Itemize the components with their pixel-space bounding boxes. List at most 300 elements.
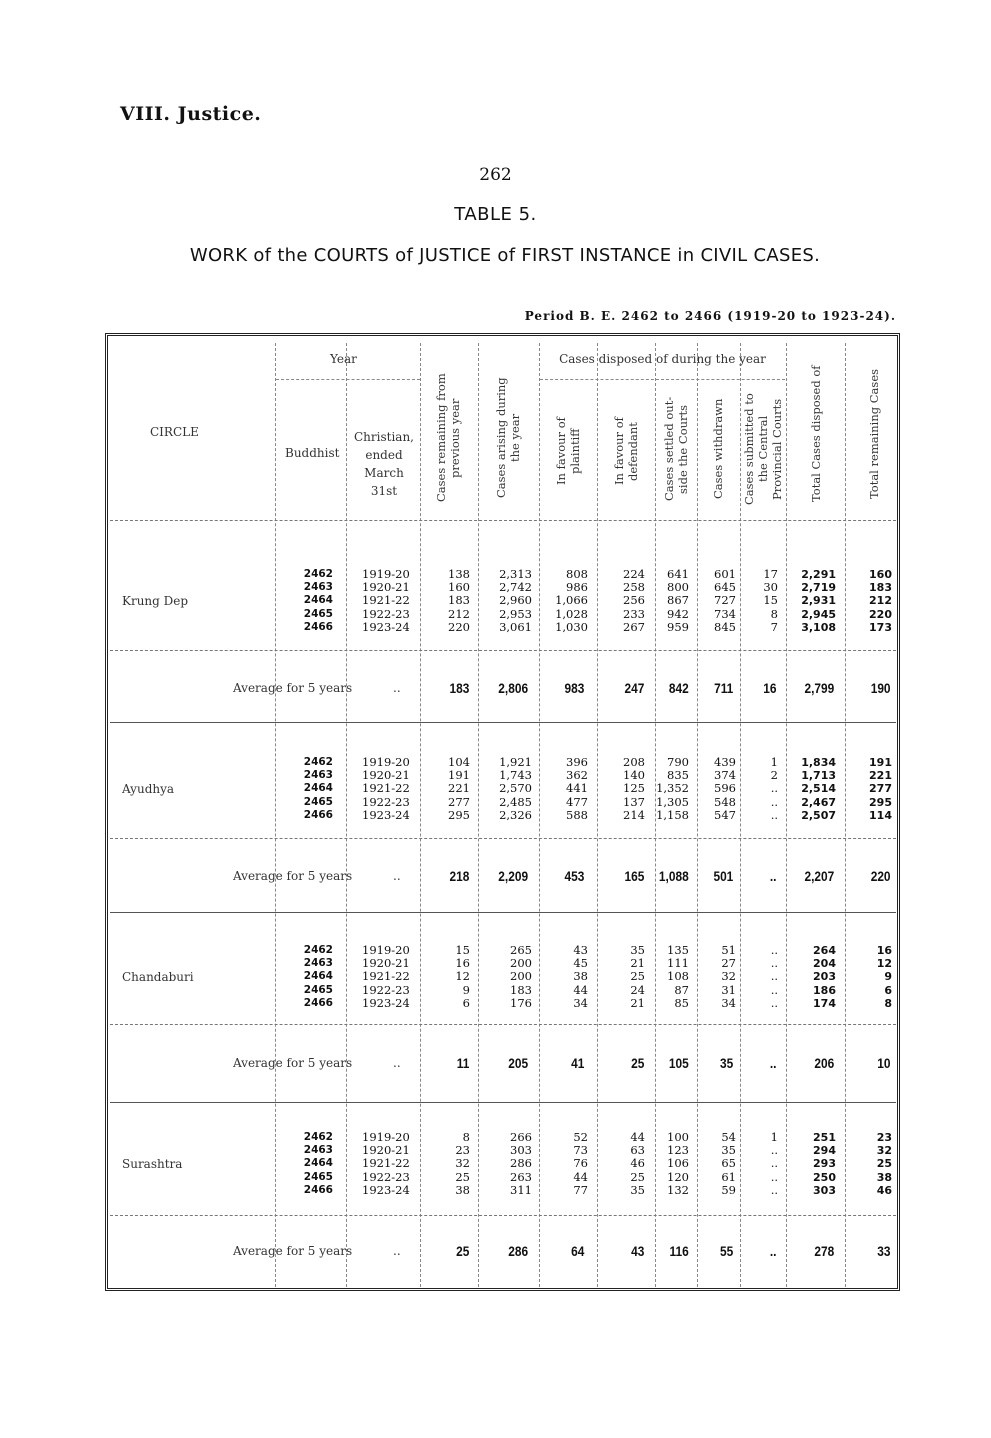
table-cell: .. bbox=[770, 995, 778, 1010]
table-cell: 123 bbox=[667, 1143, 689, 1158]
table-cell: 2466 bbox=[303, 620, 333, 633]
christian-header: Christian, ended March 31st bbox=[354, 430, 414, 498]
table-cell: 2,945 bbox=[801, 607, 836, 621]
table-cell: 17 bbox=[763, 567, 778, 581]
table-cell: 204 bbox=[813, 957, 836, 971]
table-cell: 1,352 bbox=[656, 781, 689, 796]
average-remaining-prev: 183 bbox=[449, 680, 470, 696]
table-cell: 2464 bbox=[303, 782, 333, 795]
table-cell: 547 bbox=[714, 807, 736, 822]
table-cell: 295 bbox=[869, 795, 892, 809]
table-cell: 258 bbox=[623, 580, 645, 595]
table-cell: 2463 bbox=[303, 1144, 333, 1157]
settled-column-values bbox=[648, 1131, 689, 1197]
table-cell: 1,743 bbox=[499, 768, 532, 783]
total-remaining-header: Total remaining Cases bbox=[867, 368, 881, 500]
average-arising: 205 bbox=[508, 1055, 529, 1071]
table-cell: 191 bbox=[448, 768, 470, 783]
table-cell: 734 bbox=[714, 606, 736, 621]
table-cell: 1922-23 bbox=[362, 982, 410, 997]
table-cell: 23 bbox=[876, 1131, 892, 1144]
remaining-prev-column-values bbox=[425, 1131, 470, 1197]
average-plaintiff: 41 bbox=[571, 1055, 585, 1071]
column-rule bbox=[275, 343, 276, 1287]
table-cell: 1 bbox=[770, 755, 778, 769]
total-remaining-column-values bbox=[848, 756, 892, 822]
table-cell: 25 bbox=[455, 1169, 470, 1184]
table-cell: 2 bbox=[770, 768, 778, 783]
average-total-remaining: 190 bbox=[870, 680, 891, 696]
circle-name: Surashtra bbox=[122, 1157, 183, 1171]
table-cell: .. bbox=[770, 807, 778, 822]
withdrawn-column-values bbox=[702, 1131, 736, 1197]
table-cell: 266 bbox=[510, 1130, 532, 1144]
average-settled: 105 bbox=[668, 1055, 689, 1071]
table-cell: 65 bbox=[721, 1156, 736, 1171]
average-dots: .. bbox=[393, 681, 401, 695]
row-rule bbox=[110, 838, 896, 839]
table-cell: 16 bbox=[876, 944, 892, 957]
period-line: Period B. E. 2462 to 2466 (1919-20 to 1923-24). bbox=[524, 309, 896, 323]
submitted-column-values bbox=[748, 756, 778, 822]
average-defendant: 165 bbox=[624, 868, 645, 884]
total-disposed-column-values bbox=[790, 944, 836, 1010]
table-cell: 87 bbox=[674, 982, 689, 997]
table-cell: 1919-20 bbox=[362, 943, 410, 957]
defendant-column-values bbox=[600, 568, 645, 634]
average-withdrawn: 711 bbox=[714, 680, 734, 696]
table-cell: 1923-24 bbox=[362, 995, 410, 1010]
average-submitted: .. bbox=[769, 868, 777, 884]
table-cell: 34 bbox=[721, 995, 736, 1010]
average-defendant: 247 bbox=[624, 680, 645, 696]
average-total-remaining: 33 bbox=[877, 1243, 891, 1259]
table-cell: 439 bbox=[714, 755, 736, 769]
average-total-disposed: 278 bbox=[814, 1243, 835, 1259]
table-cell: 233 bbox=[623, 606, 645, 621]
table-cell: 1923-24 bbox=[362, 619, 410, 634]
table-cell: 191 bbox=[869, 756, 892, 769]
table-cell: 2464 bbox=[303, 1157, 333, 1170]
average-total-remaining: 220 bbox=[870, 868, 891, 884]
table-cell: 21 bbox=[630, 956, 645, 971]
table-cell: 59 bbox=[721, 1182, 736, 1197]
table-cell: 160 bbox=[448, 580, 470, 595]
table-cell: 203 bbox=[813, 970, 836, 984]
buddhist-column-values bbox=[281, 1131, 333, 1197]
table-cell: 73 bbox=[573, 1143, 588, 1158]
table-cell: 21 bbox=[630, 995, 645, 1010]
table-cell: 45 bbox=[573, 956, 588, 971]
total-disposed-column-values bbox=[790, 1131, 836, 1197]
table-cell: 224 bbox=[623, 567, 645, 581]
table-cell: 200 bbox=[510, 969, 532, 984]
table-cell: 2462 bbox=[303, 1131, 333, 1143]
submitted-column-values bbox=[748, 568, 778, 634]
defendant-column-values bbox=[600, 1131, 645, 1197]
table-cell: 32 bbox=[721, 969, 736, 984]
submitted-column-values bbox=[748, 944, 778, 1010]
table-cell: 645 bbox=[714, 580, 736, 595]
table-cell: 3,108 bbox=[801, 620, 836, 634]
settled-column-values bbox=[648, 568, 689, 634]
table-cell: 186 bbox=[813, 983, 836, 997]
table-cell: 2,326 bbox=[499, 807, 532, 822]
table-cell: 601 bbox=[714, 567, 736, 581]
average-settled: 1,088 bbox=[658, 868, 689, 884]
table-cell: 790 bbox=[667, 755, 689, 769]
table-cell: 303 bbox=[813, 1183, 836, 1197]
year-header: Year bbox=[330, 352, 357, 366]
table-cell: 2465 bbox=[303, 795, 333, 808]
average-plaintiff: 453 bbox=[564, 868, 585, 884]
column-rule bbox=[786, 343, 787, 1287]
table-cell: 160 bbox=[869, 568, 892, 581]
table-cell: 76 bbox=[573, 1156, 588, 1171]
average-withdrawn: 35 bbox=[720, 1055, 734, 1071]
table-cell: 2466 bbox=[303, 1183, 333, 1196]
average-withdrawn: 55 bbox=[720, 1243, 734, 1259]
remaining-prev-column-values bbox=[425, 568, 470, 634]
table-cell: 2,507 bbox=[801, 808, 836, 822]
table-cell: 24 bbox=[630, 982, 645, 997]
table-cell: 44 bbox=[573, 982, 588, 997]
table-cell: 959 bbox=[667, 619, 689, 634]
average-settled: 116 bbox=[669, 1243, 689, 1259]
table-cell: 396 bbox=[566, 755, 588, 769]
table-cell: 114 bbox=[869, 808, 892, 822]
table-cell: 2,719 bbox=[801, 581, 836, 595]
table-cell: 1920-21 bbox=[362, 956, 410, 971]
withdrawn-column-values bbox=[702, 568, 736, 634]
table-cell: 727 bbox=[714, 593, 736, 608]
withdrawn-column-values bbox=[702, 756, 736, 822]
table-cell: 3,061 bbox=[499, 619, 532, 634]
remaining-prev-header: Cases remaining from previous year bbox=[434, 373, 462, 503]
table-cell: 2466 bbox=[303, 996, 333, 1009]
table-cell: 2464 bbox=[303, 970, 333, 983]
table-cell: 1921-22 bbox=[362, 781, 410, 796]
table-cell: 6 bbox=[884, 983, 892, 997]
table-cell: 267 bbox=[623, 619, 645, 634]
average-dots: .. bbox=[393, 1244, 401, 1258]
average-plaintiff: 64 bbox=[571, 1243, 585, 1259]
page-number: 262 bbox=[479, 165, 512, 185]
average-arising: 2,806 bbox=[498, 680, 529, 696]
buddhist-column-values bbox=[281, 568, 333, 634]
table-cell: 51 bbox=[721, 943, 736, 957]
average-dots: .. bbox=[393, 869, 401, 883]
table-cell: 25 bbox=[630, 969, 645, 984]
table-cell: 32 bbox=[876, 1144, 892, 1158]
column-rule bbox=[845, 343, 846, 1287]
table-cell: 61 bbox=[721, 1169, 736, 1184]
table-cell: 1919-20 bbox=[362, 567, 410, 581]
average-settled: 842 bbox=[668, 680, 689, 696]
table-cell: 588 bbox=[566, 807, 588, 822]
average-total-disposed: 2,799 bbox=[804, 680, 835, 696]
table-cell: 1,921 bbox=[499, 755, 532, 769]
settled-column-values bbox=[648, 944, 689, 1010]
table-cell: 294 bbox=[813, 1144, 836, 1158]
table-cell: 845 bbox=[714, 619, 736, 634]
defendant-column-values bbox=[600, 756, 645, 822]
table-cell: 16 bbox=[455, 956, 470, 971]
table-cell: 2465 bbox=[303, 607, 333, 620]
table-cell: 277 bbox=[448, 794, 470, 809]
arising-column-values bbox=[480, 756, 532, 822]
settled-column-values bbox=[648, 756, 689, 822]
table-cell: 942 bbox=[667, 606, 689, 621]
table-cell: 1923-24 bbox=[362, 807, 410, 822]
table-cell: .. bbox=[770, 969, 778, 984]
table-cell: 104 bbox=[448, 755, 470, 769]
table-cell: 2,485 bbox=[499, 794, 532, 809]
table-cell: 548 bbox=[714, 794, 736, 809]
table-cell: 9 bbox=[884, 970, 892, 984]
table-cell: 263 bbox=[510, 1169, 532, 1184]
arising-column-values bbox=[480, 1131, 532, 1197]
table-cell: 2,467 bbox=[801, 795, 836, 809]
buddhist-header: Buddhist bbox=[285, 446, 340, 460]
defendant-column-values bbox=[600, 944, 645, 1010]
row-rule bbox=[110, 1215, 896, 1216]
table-cell: 212 bbox=[869, 594, 892, 608]
plaintiff-column-values bbox=[540, 568, 588, 634]
total-disposed-header: Total Cases disposed of bbox=[809, 365, 823, 503]
table-cell: 35 bbox=[630, 1182, 645, 1197]
table-cell: .. bbox=[770, 1156, 778, 1171]
year-header-rule bbox=[276, 379, 420, 380]
plaintiff-column-values bbox=[540, 756, 588, 822]
table-cell: 52 bbox=[573, 1130, 588, 1144]
average-defendant: 43 bbox=[631, 1243, 645, 1259]
table-cell: 6 bbox=[462, 995, 470, 1010]
table-cell: 311 bbox=[510, 1182, 532, 1197]
table-cell: 2,313 bbox=[499, 567, 532, 581]
table-cell: 2,291 bbox=[801, 568, 836, 581]
column-rule bbox=[697, 343, 698, 1287]
table-cell: 1922-23 bbox=[362, 606, 410, 621]
table-cell: 641 bbox=[667, 567, 689, 581]
row-rule bbox=[110, 650, 896, 651]
table-cell: 7 bbox=[770, 619, 778, 634]
table-cell: 256 bbox=[623, 593, 645, 608]
table-cell: 2,931 bbox=[801, 594, 836, 608]
table-cell: 1921-22 bbox=[362, 593, 410, 608]
settled-header: Cases settled out-side the Courts bbox=[662, 396, 690, 502]
table-cell: 43 bbox=[573, 943, 588, 957]
table-cell: 8 bbox=[462, 1130, 470, 1144]
table-cell: 2,953 bbox=[499, 606, 532, 621]
table-cell: .. bbox=[770, 1169, 778, 1184]
table-cell: 250 bbox=[813, 1170, 836, 1184]
buddhist-column-values bbox=[281, 944, 333, 1010]
table-cell: 15 bbox=[455, 943, 470, 957]
table-cell: 2463 bbox=[303, 581, 333, 594]
table-cell: 132 bbox=[667, 1182, 689, 1197]
table-cell: 221 bbox=[869, 769, 892, 783]
average-dots: .. bbox=[393, 1056, 401, 1070]
average-submitted: .. bbox=[769, 1055, 777, 1071]
table-cell: 140 bbox=[623, 768, 645, 783]
table-cell: 303 bbox=[510, 1143, 532, 1158]
table-cell: 1922-23 bbox=[362, 794, 410, 809]
table-cell: 1,713 bbox=[801, 769, 836, 783]
table-cell: 27 bbox=[721, 956, 736, 971]
table-cell: 135 bbox=[667, 943, 689, 957]
table-cell: 38 bbox=[573, 969, 588, 984]
table-cell: 221 bbox=[448, 781, 470, 796]
table-cell: 2462 bbox=[303, 568, 333, 580]
table-cell: 138 bbox=[448, 567, 470, 581]
table-cell: 2465 bbox=[303, 983, 333, 996]
table-cell: 46 bbox=[630, 1156, 645, 1171]
circle-name: Chandaburi bbox=[122, 970, 194, 984]
table-cell: 1923-24 bbox=[362, 1182, 410, 1197]
header-rule bbox=[110, 520, 896, 521]
total-disposed-column-values bbox=[790, 568, 836, 634]
table-cell: 174 bbox=[813, 996, 836, 1010]
table-cell: 46 bbox=[876, 1183, 892, 1197]
christian-column-values bbox=[362, 756, 422, 822]
table-cell: 1,834 bbox=[801, 756, 836, 769]
table-cell: 2462 bbox=[303, 756, 333, 768]
table-cell: 1,158 bbox=[656, 807, 689, 822]
table-cell: .. bbox=[770, 1182, 778, 1197]
table-cell: 251 bbox=[813, 1131, 836, 1144]
table-cell: 208 bbox=[623, 755, 645, 769]
column-rule bbox=[346, 343, 347, 1287]
table-cell: 1921-22 bbox=[362, 1156, 410, 1171]
column-rule bbox=[478, 343, 479, 1287]
plaintiff-column-values bbox=[540, 1131, 588, 1197]
total-disposed-column-values bbox=[790, 756, 836, 822]
disposed-group-header: Cases disposed of during the year bbox=[559, 352, 766, 366]
table-cell: 286 bbox=[510, 1156, 532, 1171]
average-defendant: 25 bbox=[631, 1055, 645, 1071]
arising-column-values bbox=[480, 568, 532, 634]
table-cell: 183 bbox=[448, 593, 470, 608]
table-cell: 212 bbox=[448, 606, 470, 621]
table-cell: 2463 bbox=[303, 957, 333, 970]
christian-column-values bbox=[362, 944, 422, 1010]
withdrawn-header: Cases withdrawn bbox=[711, 398, 725, 500]
average-label: Average for 5 years bbox=[233, 869, 353, 883]
table-cell: 596 bbox=[714, 781, 736, 796]
table-cell: 441 bbox=[566, 781, 588, 796]
column-rule bbox=[597, 343, 598, 1287]
table-cell: 277 bbox=[869, 782, 892, 796]
table-cell: .. bbox=[770, 794, 778, 809]
section-rule bbox=[110, 1102, 896, 1103]
table-cell: 986 bbox=[566, 580, 588, 595]
table-cell: 183 bbox=[869, 581, 892, 595]
buddhist-column-values bbox=[281, 756, 333, 822]
table-cell: 1919-20 bbox=[362, 755, 410, 769]
table-cell: 374 bbox=[714, 768, 736, 783]
table-number: TABLE 5. bbox=[454, 204, 537, 225]
christian-column-values bbox=[362, 1131, 422, 1197]
submitted-column-values bbox=[748, 1131, 778, 1197]
table-cell: 2462 bbox=[303, 944, 333, 956]
arising-column-values bbox=[480, 944, 532, 1010]
circle-header: CIRCLE bbox=[150, 425, 199, 439]
table-cell: 9 bbox=[462, 982, 470, 997]
table-cell: 2,514 bbox=[801, 782, 836, 796]
table-cell: 12 bbox=[876, 957, 892, 971]
table-cell: .. bbox=[770, 781, 778, 796]
table-cell: 1921-22 bbox=[362, 969, 410, 984]
table-cell: 2465 bbox=[303, 1170, 333, 1183]
average-submitted: .. bbox=[769, 1243, 777, 1259]
average-total-disposed: 2,207 bbox=[804, 868, 835, 884]
table-cell: 125 bbox=[623, 781, 645, 796]
plaintiff-column-values bbox=[540, 944, 588, 1010]
table-cell: 220 bbox=[448, 619, 470, 634]
table-cell: 8 bbox=[770, 606, 778, 621]
table-cell: 1,030 bbox=[555, 619, 588, 634]
table-cell: 85 bbox=[674, 995, 689, 1010]
table-title: WORK of the COURTS of JUSTICE of FIRST INSTANCE in CIVIL CASES. bbox=[189, 245, 821, 266]
table-cell: 111 bbox=[667, 956, 689, 971]
table-cell: 23 bbox=[455, 1143, 470, 1158]
table-cell: 362 bbox=[566, 768, 588, 783]
table-cell: 32 bbox=[455, 1156, 470, 1171]
table-cell: 38 bbox=[876, 1170, 892, 1184]
total-remaining-column-values bbox=[848, 1131, 892, 1197]
table-cell: 1920-21 bbox=[362, 768, 410, 783]
average-remaining-prev: 25 bbox=[456, 1243, 470, 1259]
table-cell: .. bbox=[770, 982, 778, 997]
table-cell: 200 bbox=[510, 956, 532, 971]
circle-name: Ayudhya bbox=[122, 782, 175, 796]
table-cell: 2466 bbox=[303, 808, 333, 821]
table-cell: 220 bbox=[869, 607, 892, 621]
table-cell: 63 bbox=[630, 1143, 645, 1158]
table-cell: 77 bbox=[573, 1182, 588, 1197]
average-withdrawn: 501 bbox=[713, 868, 734, 884]
average-remaining-prev: 11 bbox=[456, 1055, 470, 1071]
section-rule bbox=[110, 912, 896, 913]
total-remaining-column-values bbox=[848, 944, 892, 1010]
table-cell: 173 bbox=[869, 620, 892, 634]
submitted-header: Cases submitted to the Central Provincial Courts bbox=[742, 393, 784, 505]
table-cell: 8 bbox=[884, 996, 892, 1010]
average-label: Average for 5 years bbox=[233, 1244, 353, 1258]
average-total-disposed: 206 bbox=[814, 1055, 835, 1071]
average-arising: 286 bbox=[508, 1243, 529, 1259]
average-arising: 2,209 bbox=[498, 868, 529, 884]
table-cell: 2463 bbox=[303, 769, 333, 782]
table-cell: .. bbox=[770, 1143, 778, 1158]
table-cell: 1,028 bbox=[555, 606, 588, 621]
table-cell: 800 bbox=[667, 580, 689, 595]
average-submitted: 16 bbox=[763, 680, 777, 696]
table-cell: 808 bbox=[566, 567, 588, 581]
table-cell: .. bbox=[770, 943, 778, 957]
disposed-group-rule bbox=[540, 379, 785, 380]
table-cell: 176 bbox=[510, 995, 532, 1010]
table-cell: 30 bbox=[763, 580, 778, 595]
table-cell: 25 bbox=[876, 1157, 892, 1171]
table-cell: 25 bbox=[630, 1169, 645, 1184]
table-cell: 1,305 bbox=[656, 794, 689, 809]
table-cell: 1920-21 bbox=[362, 580, 410, 595]
table-cell: 2,570 bbox=[499, 781, 532, 796]
total-remaining-column-values bbox=[848, 568, 892, 634]
remaining-prev-column-values bbox=[425, 756, 470, 822]
